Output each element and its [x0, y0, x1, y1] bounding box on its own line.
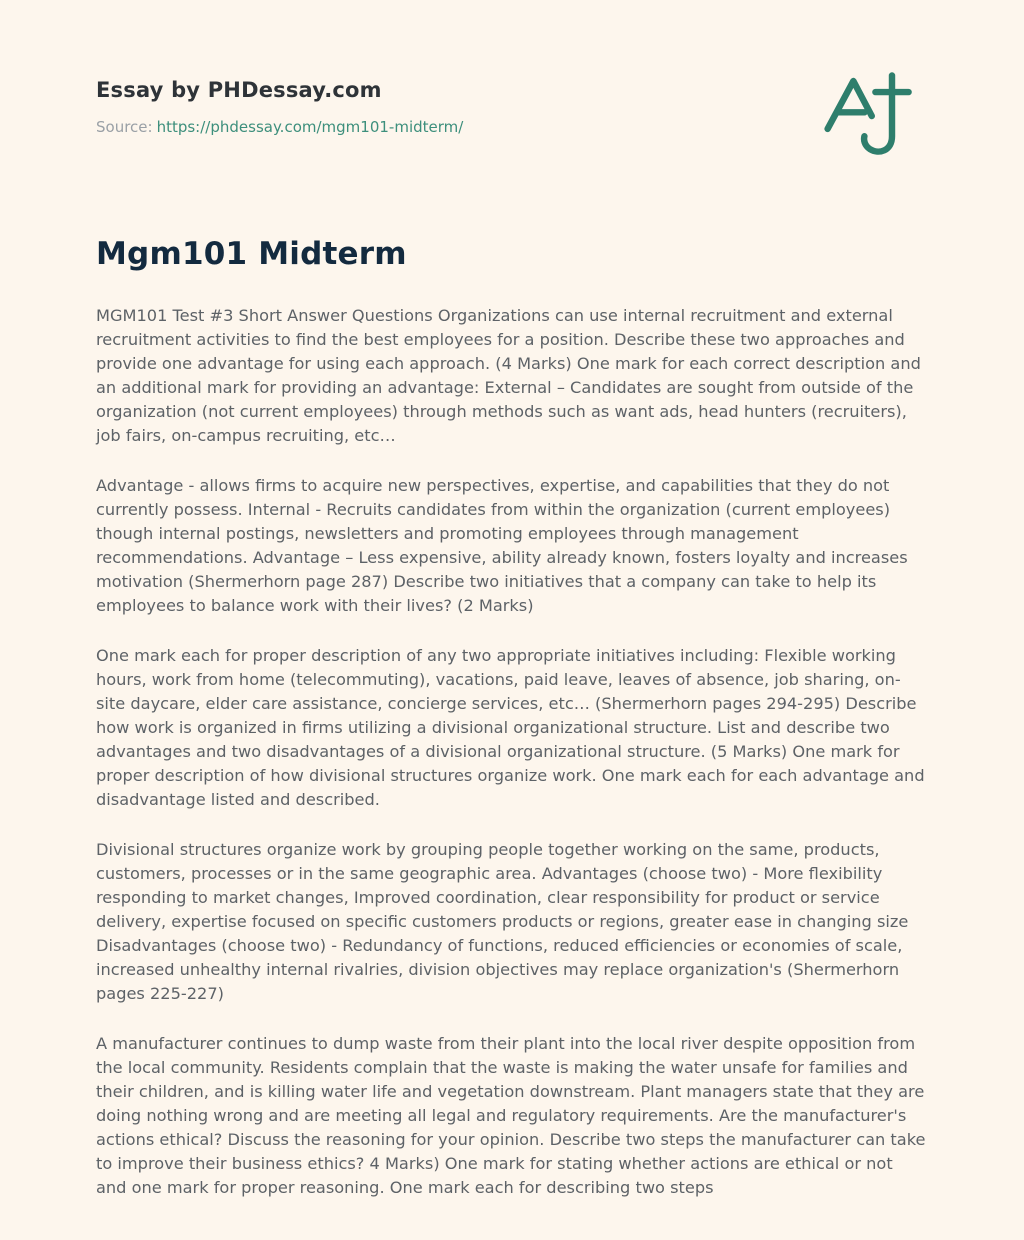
essay-paragraph-4: Divisional structures organize work by grouping people together working on the same, products, customers, processes or in the same geographic area. Advantages (choose two) - More flexibility responding to market changes, Improved coordination, clear responsibility for product or service delivery, expertise focused on specific customers products or regions, greater ease in changing size Disadvantages (choose two) - Redundancy of functions, reduced efficiencies or economies of scale, increased unhealthy internal rivalries, division objectives may replace organization's (Shermerhorn pages 225-227): [96, 840, 909, 1003]
essay-title: Mgm101 Midterm: [96, 236, 407, 272]
header-text-block: [96, 78, 463, 136]
essay-paragraph-3: One mark each for proper description of any two appropriate initiatives including: Flexible working hours, work from home (telecommuting), vacations, paid leave, leaves of absence, job sharing, on-site daycare, elder care assistance, concierge services, etc… (Shermerhorn pages 294-295) Describe how work is organized in firms utilizing a divisional organizational structure. List and describe two advantages and two disadvantages of a divisional organizational structure. (5 Marks) One mark for proper description of how divisional structures organize work. One mark each for each advantage and disadvantage listed and described.: [96, 646, 925, 809]
brand-title: Essay by PHDessay.com: [96, 78, 382, 102]
source-label: Source:: [96, 118, 153, 136]
essay-paragraph-1: MGM101 Test #3 Short Answer Questions Organizations can use internal recruitment and external recruitment activities to find the best employees for a position. Describe these two approaches and provide one advantage for using each approach. (4 Marks) One mark for each correct description and an additional mark for providing an advantage: External – Candidates are sought from outside of the organization (not current employees) through methods such as want ads, head hunters (recruiters), job fairs, on-campus recruiting, etc…: [96, 306, 921, 445]
essay-paragraph-2: Advantage - allows firms to acquire new perspectives, expertise, and capabilities that they do not currently possess. Internal - Recruits candidates from within the organization (current employees) though internal postings, newsletters and promoting employees through management recommendations. Advantage – Less expensive, ability already known, fosters loyalty and increases motivation (Shermerhorn page 287) Describe two initiatives that a company can take to help its employees to balance work with their lives? (2 Marks): [96, 476, 908, 615]
source-link[interactable]: https://phdessay.com/mgm101-midterm/: [156, 118, 464, 136]
page-header: [96, 78, 928, 162]
essay-paragraph-5: A manufacturer continues to dump waste from their plant into the local river despite opposition from the local community. Residents complain that the waste is making the water unsafe for families and their children, and is killing water life and vegetation downstream. Plant managers state that they are doing nothing wrong and are meeting all legal and regulatory requirements. Are the manufacturer's actions ethical? Discuss the reasoning for your opinion. Describe two steps the manufacturer can take to improve their business ethics? 4 Marks) One mark for stating whether actions are ethical or not and one mark for proper reasoning. One mark each for describing two steps: [96, 1034, 926, 1197]
phdessay-logo-icon: [814, 70, 924, 162]
source-line: [96, 118, 463, 136]
essay-article: [96, 236, 928, 1200]
